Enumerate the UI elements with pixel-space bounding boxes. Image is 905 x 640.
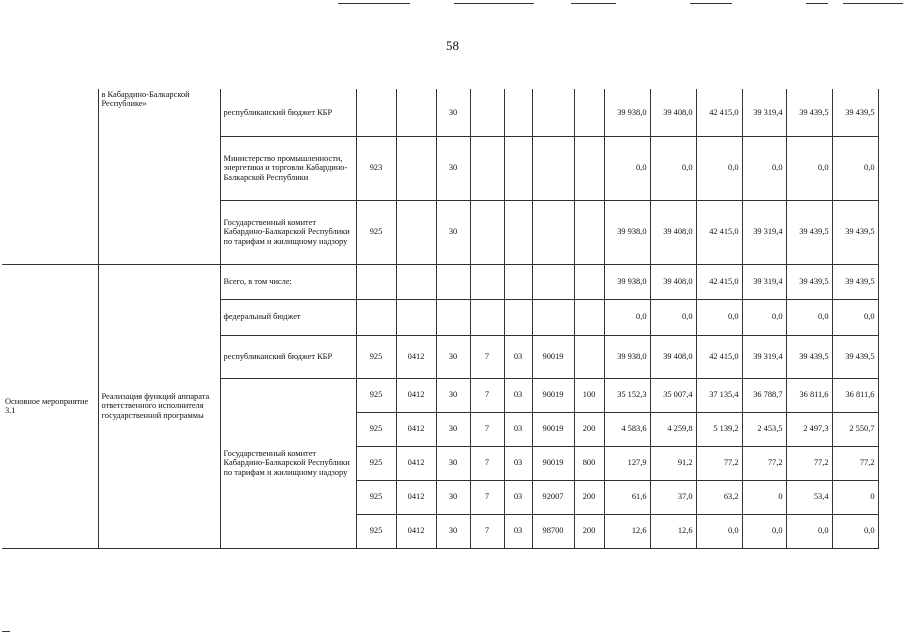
om-cell <box>504 299 532 335</box>
value-cell: 53,4 <box>786 480 832 514</box>
value-cell: 0 <box>742 480 786 514</box>
rz-cell <box>396 264 436 299</box>
grbs-cell <box>356 89 396 136</box>
top-rule <box>454 3 534 4</box>
pgp-cell <box>470 200 504 264</box>
value-cell: 0,0 <box>604 299 650 335</box>
value-cell: 0,0 <box>832 514 878 548</box>
value-cell: 61,6 <box>604 480 650 514</box>
value-cell: 35 152,3 <box>604 378 650 412</box>
vr-cell <box>574 200 604 264</box>
value-cell: 39 439,5 <box>786 89 832 136</box>
value-cell: 2 550,7 <box>832 412 878 446</box>
value-cell: 0,0 <box>650 299 696 335</box>
row-label: республиканский бюджет КБР <box>220 335 356 378</box>
om-cell: 03 <box>504 446 532 480</box>
grbs-cell: 925 <box>356 200 396 264</box>
om-cell: 03 <box>504 480 532 514</box>
value-cell: 0,0 <box>650 136 696 200</box>
value-cell: 39 938,0 <box>604 89 650 136</box>
grbs-cell <box>356 299 396 335</box>
value-cell: 12,6 <box>650 514 696 548</box>
value-cell: 77,2 <box>832 446 878 480</box>
value-cell: 0,0 <box>786 299 832 335</box>
value-cell: 39 408,0 <box>650 335 696 378</box>
pgp-cell <box>470 299 504 335</box>
gp-cell: 30 <box>436 514 470 548</box>
value-cell: 36 811,6 <box>832 378 878 412</box>
top-rule <box>338 3 410 4</box>
table-row <box>2 89 878 136</box>
vr-cell: 200 <box>574 480 604 514</box>
gp-cell: 30 <box>436 200 470 264</box>
value-cell: 39 319,4 <box>742 89 786 136</box>
nr-cell: 90019 <box>532 446 574 480</box>
grbs-cell: 923 <box>356 136 396 200</box>
row-label: федеральный бюджет <box>220 299 356 335</box>
rz-cell: 0412 <box>396 412 436 446</box>
top-rule <box>690 3 732 4</box>
grbs-cell: 925 <box>356 412 396 446</box>
value-cell: 0,0 <box>696 514 742 548</box>
value-cell: 39 439,5 <box>786 200 832 264</box>
rz-cell <box>396 299 436 335</box>
value-cell: 39 439,5 <box>832 200 878 264</box>
block1-col1 <box>2 89 98 264</box>
rz-cell <box>396 200 436 264</box>
corner-mark <box>2 631 10 632</box>
value-cell: 0,0 <box>742 514 786 548</box>
om-cell <box>504 136 532 200</box>
value-cell: 39 319,4 <box>742 200 786 264</box>
om-cell: 03 <box>504 412 532 446</box>
rz-cell: 0412 <box>396 446 436 480</box>
value-cell: 0,0 <box>832 136 878 200</box>
value-cell: 4 259,8 <box>650 412 696 446</box>
grbs-cell: 925 <box>356 335 396 378</box>
measure-number: Основное мероприятие 3.1 <box>2 264 98 548</box>
vr-cell: 800 <box>574 446 604 480</box>
value-cell: 0,0 <box>696 299 742 335</box>
grbs-cell: 925 <box>356 378 396 412</box>
gp-cell: 30 <box>436 89 470 136</box>
rz-cell: 0412 <box>396 378 436 412</box>
value-cell: 4 583,6 <box>604 412 650 446</box>
value-cell: 5 139,2 <box>696 412 742 446</box>
value-cell: 39 439,5 <box>832 335 878 378</box>
value-cell: 91,2 <box>650 446 696 480</box>
value-cell: 39 439,5 <box>832 264 878 299</box>
top-rule <box>806 3 828 4</box>
gp-cell: 30 <box>436 378 470 412</box>
vr-cell <box>574 335 604 378</box>
value-cell: 0,0 <box>742 136 786 200</box>
om-cell <box>504 264 532 299</box>
value-cell: 37 135,4 <box>696 378 742 412</box>
nr-cell: 98700 <box>532 514 574 548</box>
gp-cell: 30 <box>436 412 470 446</box>
om-cell: 03 <box>504 335 532 378</box>
value-cell: 0,0 <box>786 514 832 548</box>
vr-cell <box>574 299 604 335</box>
pgp-cell: 7 <box>470 335 504 378</box>
value-cell: 0 <box>832 480 878 514</box>
value-cell: 39 938,0 <box>604 264 650 299</box>
value-cell: 0,0 <box>832 299 878 335</box>
gp-cell <box>436 264 470 299</box>
value-cell: 77,2 <box>696 446 742 480</box>
rz-cell <box>396 89 436 136</box>
nr-cell: 90019 <box>532 378 574 412</box>
nr-cell <box>532 136 574 200</box>
value-cell: 36 788,7 <box>742 378 786 412</box>
value-cell: 77,2 <box>786 446 832 480</box>
om-cell <box>504 200 532 264</box>
gp-cell: 30 <box>436 480 470 514</box>
om-cell: 03 <box>504 378 532 412</box>
pgp-cell <box>470 264 504 299</box>
value-cell: 42 415,0 <box>696 264 742 299</box>
pgp-cell: 7 <box>470 514 504 548</box>
value-cell: 36 811,6 <box>786 378 832 412</box>
rz-cell <box>396 136 436 200</box>
vr-cell: 200 <box>574 412 604 446</box>
value-cell: 39 319,4 <box>742 264 786 299</box>
gp-cell <box>436 299 470 335</box>
vr-cell <box>574 264 604 299</box>
value-cell: 39 439,5 <box>786 264 832 299</box>
vr-cell <box>574 89 604 136</box>
nr-cell: 90019 <box>532 412 574 446</box>
vr-cell <box>574 136 604 200</box>
row-label: Государственный комитет Кабардино-Балкарской Республики по тарифам и жилищному надзору <box>220 200 356 264</box>
value-cell: 39 408,0 <box>650 200 696 264</box>
value-cell: 0,0 <box>742 299 786 335</box>
pgp-cell <box>470 89 504 136</box>
block1-program-name: в Кабардино-Балкарской Республике» <box>98 89 220 264</box>
grbs-cell: 925 <box>356 480 396 514</box>
value-cell: 42 415,0 <box>696 89 742 136</box>
value-cell: 12,6 <box>604 514 650 548</box>
rz-cell: 0412 <box>396 514 436 548</box>
gp-cell: 30 <box>436 136 470 200</box>
row-label: Министерство промышленности, энергетики и торговли Кабардино-Балкарской Республики <box>220 136 356 200</box>
measure-name: Реализация функций аппарата ответственного исполнителя государственной программы <box>98 264 220 548</box>
rz-cell: 0412 <box>396 480 436 514</box>
nr-cell <box>532 200 574 264</box>
pgp-cell: 7 <box>470 446 504 480</box>
rz-cell: 0412 <box>396 335 436 378</box>
grbs-cell: 925 <box>356 446 396 480</box>
value-cell: 39 439,5 <box>786 335 832 378</box>
pgp-cell <box>470 136 504 200</box>
budget-table <box>2 89 879 549</box>
om-cell <box>504 89 532 136</box>
value-cell: 37,0 <box>650 480 696 514</box>
pgp-cell: 7 <box>470 480 504 514</box>
gp-cell: 30 <box>436 335 470 378</box>
value-cell: 42 415,0 <box>696 335 742 378</box>
pgp-cell: 7 <box>470 412 504 446</box>
nr-cell: 90019 <box>532 335 574 378</box>
value-cell: 39 408,0 <box>650 264 696 299</box>
row-label: Всего, в том числе: <box>220 264 356 299</box>
value-cell: 39 408,0 <box>650 89 696 136</box>
value-cell: 42 415,0 <box>696 200 742 264</box>
value-cell: 39 938,0 <box>604 200 650 264</box>
value-cell: 39 938,0 <box>604 335 650 378</box>
value-cell: 127,9 <box>604 446 650 480</box>
value-cell: 63,2 <box>696 480 742 514</box>
nr-cell <box>532 89 574 136</box>
row-label: республиканский бюджет КБР <box>220 89 356 136</box>
value-cell: 77,2 <box>742 446 786 480</box>
vr-cell: 200 <box>574 514 604 548</box>
value-cell: 0,0 <box>696 136 742 200</box>
page-number: 58 <box>446 38 459 53</box>
value-cell: 2 453,5 <box>742 412 786 446</box>
nr-cell <box>532 299 574 335</box>
grbs-cell <box>356 264 396 299</box>
top-rule <box>843 3 903 4</box>
nr-cell: 92007 <box>532 480 574 514</box>
grbs-cell: 925 <box>356 514 396 548</box>
table-row <box>2 264 878 299</box>
gp-cell: 30 <box>436 446 470 480</box>
pgp-cell: 7 <box>470 378 504 412</box>
om-cell: 03 <box>504 514 532 548</box>
top-rule <box>571 3 616 4</box>
value-cell: 2 497,3 <box>786 412 832 446</box>
value-cell: 39 439,5 <box>832 89 878 136</box>
vr-cell: 100 <box>574 378 604 412</box>
value-cell: 39 319,4 <box>742 335 786 378</box>
value-cell: 0,0 <box>786 136 832 200</box>
value-cell: 0,0 <box>604 136 650 200</box>
nr-cell <box>532 264 574 299</box>
group-label: Государственный комитет Кабардино-Балкарской Республики по тарифам и жилищному надзору <box>220 378 356 548</box>
value-cell: 35 007,4 <box>650 378 696 412</box>
